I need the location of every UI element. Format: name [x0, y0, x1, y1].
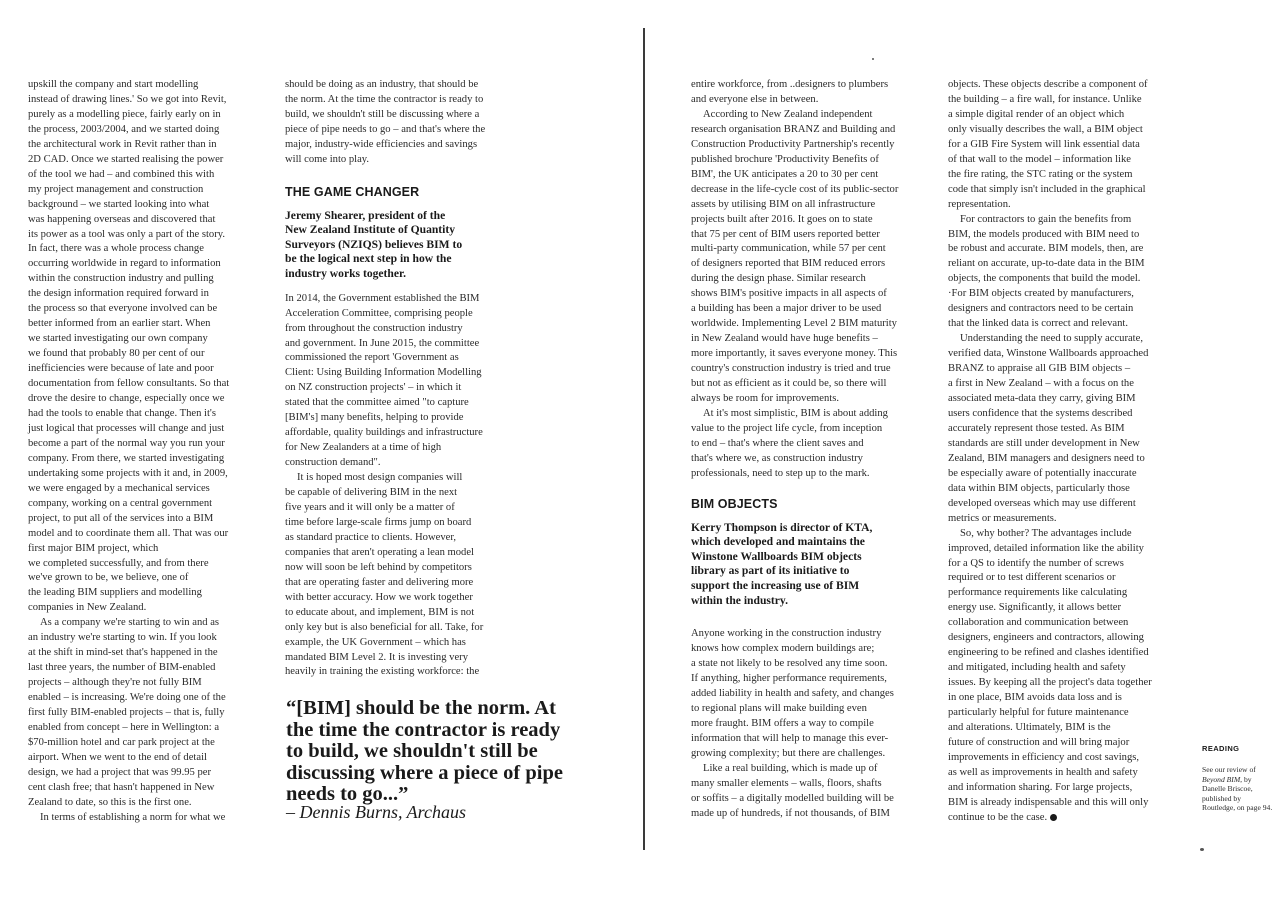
- paragraph: Understanding the need to supply accurate, verified data, Winstone Wallboards approached BRANZ to appraise all GIB BIM objects – a first in New Zealand – with a focus on the associated meta-data they carry, giving BIM users confidence that the systems described accurately represent those tested. As BIM standards are still under development in New Zealand, BIM managers and designers need to be especially aware of potentially inaccurate data within BIM objects, particularly those developed overseas which may use different metrics or measurements.: [948, 333, 1149, 524]
- section-heading-game-changer: THE GAME CHANGER: [285, 184, 420, 199]
- paragraph: At it's most simplistic, BIM is about adding value to the project life cycle, from inception to end – that's where the client saves and that's where we, as construction industry professionals, need to step up to the mark.: [691, 407, 888, 479]
- section-heading-bim-objects: BIM OBJECTS: [691, 496, 778, 511]
- print-speck: [872, 58, 874, 60]
- sidebar-prefix: See our review of: [1202, 765, 1256, 774]
- section-standfirst: Jeremy Shearer, president of the New Zealand Institute of Quantity Surveyors (NZIQS) believes BIM to be the logical next step in how the industry works together.: [285, 208, 463, 281]
- paragraph: According to New Zealand independent research organisation BRANZ and Building and Construction Productivity Partnership's recently published brochure 'Productivity Benefits of BIM', the UK anticipates a 20 to 30 per cent decrease in the life-cycle cost of its public-sector assets by utilising BIM on all infrastructure projects built after 2016. It goes on to state that 75 per cent of BIM users reported better multi-party communication, while 57 per cent of designers reported that BIM reduced errors during the design phase. Similar research shows BIM's positive impacts in all aspects of a building has been a major driver to be used worldwide. Implementing Level 2 BIM maturity in New Zealand would have huge benefits – more importantly, it saves everyone money. This country's construction industry is tried and true but not as efficient as it could be, so there will always be room for improvements.: [691, 108, 899, 405]
- column-3: [691, 78, 927, 822]
- paragraph: In terms of establishing a norm for what we: [40, 811, 226, 823]
- paragraph: should be doing as an industry, that should be the norm. At the time the contractor is ready to build, we shouldn't still be discussing where a piece of pipe needs to go – and that's where the major, industry-wide efficiencies and savings will come into play.: [285, 79, 486, 165]
- paragraph: [948, 527, 1184, 826]
- paragraph: objects. These objects describe a component of the building – a fire wall, for instance. Unlike a simple digital render of an object which only visually describes the wall, a BIM object for a GIB Fire System will link essential data of that wall to the model – information like the fire rating, the STC rating or the system code that simply isn't included in the graphical representation.: [948, 79, 1148, 210]
- sidebar-text: [1202, 765, 1274, 813]
- sidebar-title: READING: [1202, 744, 1240, 753]
- paragraph: It is hoped most design companies will be capable of delivering BIM in the next five years and it will only be a matter of time before large-scale firms jump on board as standard practice to clients. However, companies that aren't operating a lean model now will soon be left behind by competitors that are operating faster and delivering more with better accuracy. How we work together to educate about, and implement, BIM is not only key but is also beneficial for all. Take, for example, the UK Government – which has mandated BIM Level 2. It is investing very heavily in training the existing workforce: the: [285, 472, 484, 678]
- paragraph: entire workforce, from ..designers to plumbers and everyone else in between.: [691, 79, 889, 105]
- reading-sidebar: [1202, 744, 1274, 813]
- column-2: [285, 78, 520, 680]
- paragraph: Like a real building, which is made up of many smaller elements – walls, floors, shafts or soffits – a digitally modelled building will be made up of hundreds, if not thousands, of BIM: [691, 762, 894, 819]
- section-standfirst: Kerry Thompson is director of KTA, which developed and maintains the Winstone Wallboards BIM objects library as part of its initiative to support the increasing use of BIM within the industry.: [691, 520, 873, 607]
- paragraph: For contractors to gain the benefits from BIM, the models produced with BIM need to be robust and accurate. BIM models, then, are reliant on accurate, up-to-date data in the BIM objects, the components that build the model. ·For BIM objects created by manufacturers, designers and contractors need to be certain that the linked data is correct and relevant.: [948, 213, 1145, 330]
- column-4: [948, 78, 1184, 826]
- sidebar-suffix: , by Danelle Briscoe, published by Routledge, on page 94.: [1202, 774, 1273, 813]
- pull-quote: “[BIM] should be the norm. At the time the contractor is ready to build, we shouldn't still be discussing where a piece of pipe needs to go...”: [286, 697, 563, 805]
- paragraph-text: So, why bother? The advantages include improved, detailed information like the ability for a QS to identify the number of screws required or to test different scenarios or performance requirements like calculating energy use. Significantly, it allows better collaboration and communication between designers, engineers and contractors, allowing engineering to be refined and clashes identified and mitigated, including health and safety issues. By keeping all the project's data together in one place, BIM avoids data loss and is particularly helpful for future maintenance and alterations. Ultimately, BIM is the future of construction and will bring major improvements in efficiency and cost savings, as well as improvements in health and safety and information sharing. For large projects, BIM is already indispensable and this will only continue to be the case.: [948, 527, 1152, 823]
- paragraph: Anyone working in the construction industry knows how complex modern buildings are; a state not likely to be resolved any time soon. If anything, higher performance requirements, added liability in health and safety, and changes to regional plans will make building even more fraught. BIM offers a way to compile information that will help to manage this ever- growing complexity; but there are challenges.: [691, 628, 894, 759]
- page-gutter: [643, 28, 645, 850]
- column-1: [28, 78, 260, 826]
- end-mark-icon: [1050, 814, 1057, 821]
- sidebar-book-title: Beyond BIM: [1202, 774, 1241, 784]
- pull-quote-attribution: – Dennis Burns, Archaus: [286, 802, 466, 822]
- paragraph: As a company we're starting to win and as an industry we're starting to win. If you look at the shift in mind-set that's happened in the last three years, the number of BIM-enabled projects – although they're not fully BIM enabled – is increasing. We're doing one of the first fully BIM-enabled projects – that is, fully enabled from concept – here in Wellington: a $70-million hotel and car park project at the airport. When we went to the end of detail design, we had a project that was 99.95 per cent clash free; that hasn't happened in New Zealand to date, so this is the first one.: [28, 617, 226, 808]
- paragraph: upskill the company and start modelling instead of drawing lines.' So we got into Revit, purely as a modelling piece, fairly early on in the process, 2003/2004, and we started doing the architectural work in Revit rather than in 2D CAD. Once we started realising the power of the tool we had – and combined this with my project management and construction background – we started looking into what was happening overseas and discovered that its power as a tool was only a part of the story. In fact, there was a whole process change occurring worldwide in regard to information within the construction industry and pulling the design information required forward in the process so that everyone involved can be better informed from an earlier start. When we started investigating our own company we found that probably 80 per cent of our inefficiencies were because of late and poor documentation from fellow consultants. So that drove the desire to change, especially once we had the tools to enable that change. Then it's just logical that processes will change and just become a part of the normal way you run your company. From there, we started investigating undertaking some projects with it and, in 2009, we were engaged by a mechanical services company, working on a central government project, to put all of the services into a BIM model and to coordinate them all. That was our first major BIM project, which we completed successfully, and from there we've grown to be, we believe, one of the leading BIM suppliers and modelling companies in New Zealand.: [28, 79, 230, 614]
- print-speck: [1200, 848, 1204, 851]
- paragraph: In 2014, the Government established the BIM Acceleration Committee, comprising people from throughout the construction industry and government. In June 2015, the committee commissioned the report 'Government as Client: Using Building Information Modelling on NZ construction projects' – in which it stated that the committee aimed "to capture [BIM's] many benefits, helping to provide affordable, quality buildings and infrastructure for New Zealanders at a time of high construction demand".: [285, 292, 483, 469]
